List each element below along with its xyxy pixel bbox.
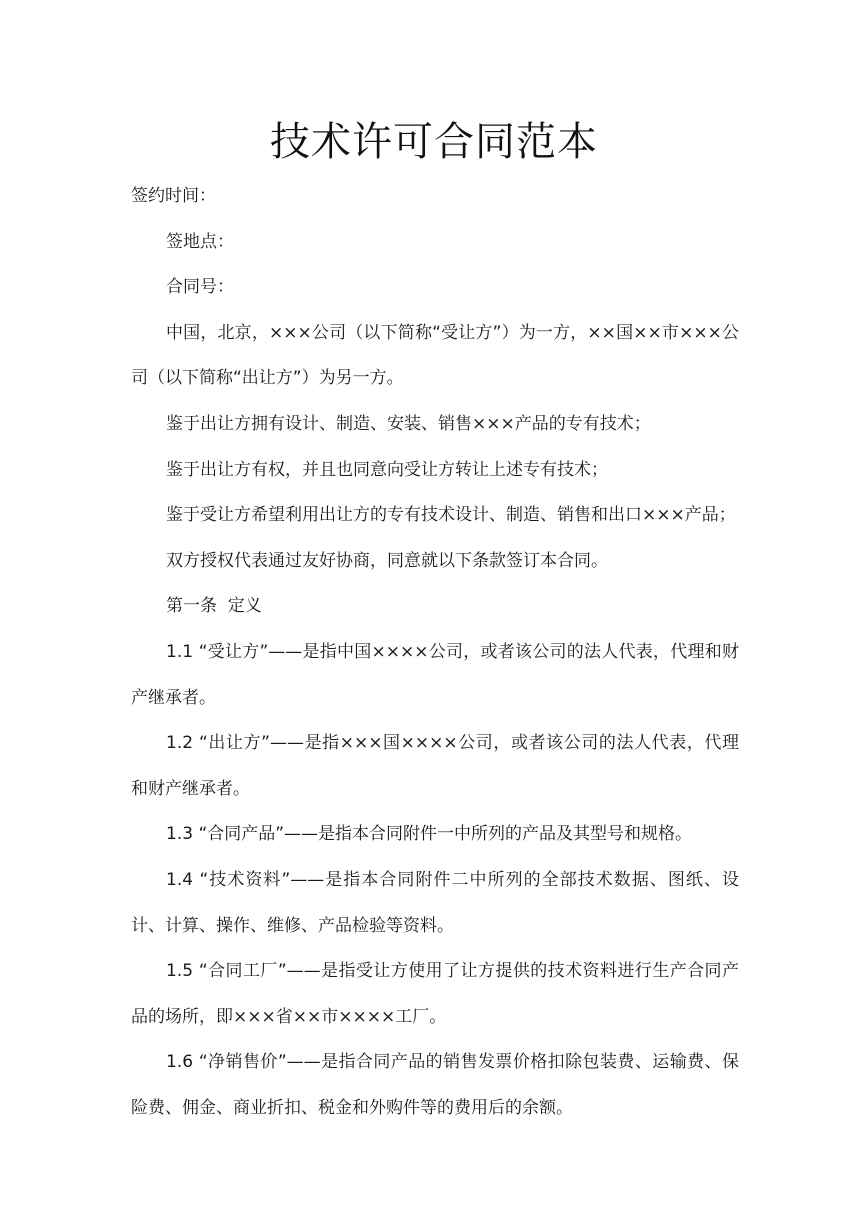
agreement-statement: 双方授权代表通过友好协商，同意就以下条款签订本合同。 xyxy=(166,550,608,571)
recital-1: 鉴于出让方拥有设计、制造、安装、销售×××产品的专有技术； xyxy=(166,413,651,434)
recital-3: 鉴于受让方希望利用出让方的专有技术设计、制造、销售和出口×××产品； xyxy=(166,505,736,526)
document-title: 技术许可合同范本 xyxy=(270,119,598,165)
definition-1-4: 1.4 “技术资料”——是指本合同附件二中所列的全部技术数据、图纸、设计、计算、操作、维修、产品检验等资料。 xyxy=(131,869,739,936)
document-body xyxy=(131,174,739,1131)
parties-paragraph: 中国，北京，×××公司（以下简称“受让方”）为一方，××国××市×××公司（以下简称“出让方”）为另一方。 xyxy=(131,322,739,389)
definition-1-6: 1.6 “净销售价”——是指合同产品的销售发票价格扣除包装费、运输费、保险费、佣金、商业折扣、税金和外购件等的费用后的余额。 xyxy=(131,1052,739,1118)
article-1-heading: 第一条 定义 xyxy=(166,596,262,617)
definition-1-5: 1.5 “合同工厂”——是指受让方使用了让方提供的技术资料进行生产合同产品的场所，即×××省××市××××工厂。 xyxy=(131,961,739,1027)
recital-2: 鉴于出让方有权，并且也同意向受让方转让上述专有技术； xyxy=(166,459,608,480)
contract-number: 合同号： xyxy=(166,277,234,298)
signing-place: 签地点： xyxy=(166,231,234,252)
definition-1-1: 1.1 “受让方”——是指中国××××公司，或者该公司的法人代表，代理和财产继承者。 xyxy=(131,641,739,708)
signing-time: 签约时间： xyxy=(131,186,216,206)
definition-1-2: 1.2 “出让方”——是指×××国××××公司，或者该公司的法人代表，代理和财产继承者。 xyxy=(131,733,739,799)
definition-1-3: 1.3 “合同产品”——是指本合同附件一中所列的产品及其型号和规格。 xyxy=(166,824,693,845)
